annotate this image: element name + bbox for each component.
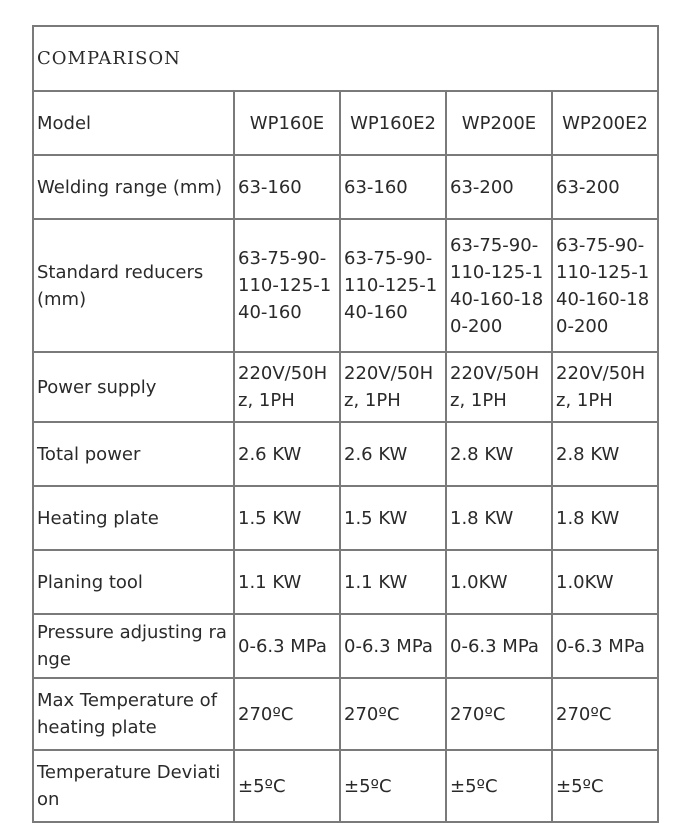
row-value: 220V/50Hz, 1PH (446, 352, 552, 422)
row-value: 270ºC (446, 678, 552, 750)
table-row (33, 678, 658, 750)
table-row (33, 352, 658, 422)
row-value: 63-75-90-110-125-140-160-180-200 (552, 219, 658, 352)
row-label: Max Temperature of heating plate (33, 678, 234, 750)
row-value: 0-6.3 MPa (446, 614, 552, 678)
row-label: Standard reducers (mm) (33, 219, 234, 352)
row-value: ±5ºC (340, 750, 446, 822)
row-value: 1.5 KW (234, 486, 340, 550)
row-label: Pressure adjusting range (33, 614, 234, 678)
comparison-table (32, 25, 659, 823)
row-value: 270ºC (234, 678, 340, 750)
row-value: 2.8 KW (552, 422, 658, 486)
row-value: 63-160 (340, 155, 446, 219)
table-row (33, 219, 658, 352)
model-name: WP160E (234, 91, 340, 155)
row-value: 1.1 KW (340, 550, 446, 614)
row-value: 1.8 KW (552, 486, 658, 550)
row-value: 2.8 KW (446, 422, 552, 486)
row-value: 2.6 KW (234, 422, 340, 486)
header-label: Model (33, 91, 234, 155)
table-row (33, 614, 658, 678)
table-row (33, 155, 658, 219)
row-value: 1.8 KW (446, 486, 552, 550)
row-label: Welding range (mm) (33, 155, 234, 219)
row-value: 1.0KW (552, 550, 658, 614)
row-value: 63-75-90-110-125-140-160 (234, 219, 340, 352)
row-value: ±5ºC (234, 750, 340, 822)
row-value: 63-160 (234, 155, 340, 219)
model-name: WP200E2 (552, 91, 658, 155)
row-value: 63-200 (552, 155, 658, 219)
table-row (33, 750, 658, 822)
row-label: Power supply (33, 352, 234, 422)
model-name: WP200E (446, 91, 552, 155)
row-label: Total power (33, 422, 234, 486)
row-value: 0-6.3 MPa (552, 614, 658, 678)
row-value: 220V/50Hz, 1PH (552, 352, 658, 422)
row-label: Planing tool (33, 550, 234, 614)
row-value: 63-75-90-110-125-140-160-180-200 (446, 219, 552, 352)
row-value: 220V/50Hz, 1PH (234, 352, 340, 422)
row-label: Temperature Deviation (33, 750, 234, 822)
table-row (33, 486, 658, 550)
row-value: 1.1 KW (234, 550, 340, 614)
row-value: ±5ºC (552, 750, 658, 822)
table-row (33, 422, 658, 486)
row-value: 2.6 KW (340, 422, 446, 486)
row-value: 0-6.3 MPa (234, 614, 340, 678)
model-name: WP160E2 (340, 91, 446, 155)
row-value: 63-75-90-110-125-140-160 (340, 219, 446, 352)
row-value: 63-200 (446, 155, 552, 219)
title-row (33, 26, 658, 91)
row-value: 270ºC (340, 678, 446, 750)
row-value: 1.5 KW (340, 486, 446, 550)
table-title: COMPARISON (33, 26, 658, 91)
row-value: 220V/50Hz, 1PH (340, 352, 446, 422)
row-value: 0-6.3 MPa (340, 614, 446, 678)
header-row (33, 91, 658, 155)
row-value: ±5ºC (446, 750, 552, 822)
row-value: 270ºC (552, 678, 658, 750)
table-row (33, 550, 658, 614)
row-value: 1.0KW (446, 550, 552, 614)
row-label: Heating plate (33, 486, 234, 550)
